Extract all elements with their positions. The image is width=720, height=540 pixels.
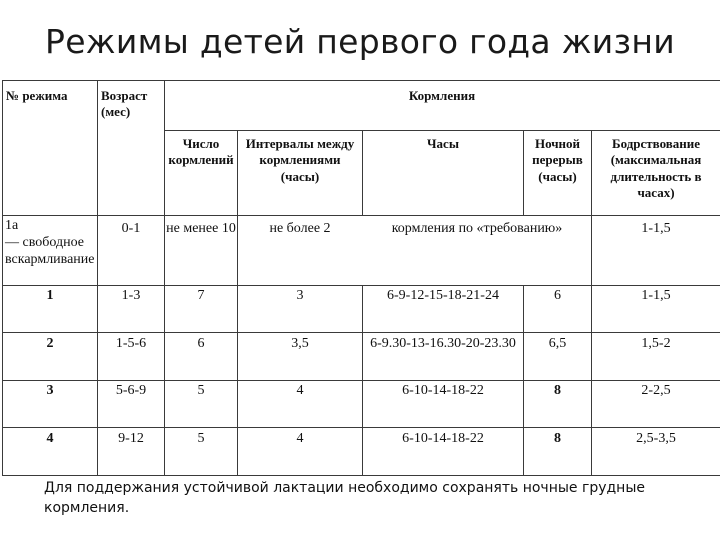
row-2-age: 1-5-6: [115, 336, 147, 351]
row-1a-wake: 1-1,5: [641, 221, 671, 236]
row-2-mode: 2: [46, 336, 54, 351]
row-1a-on-demand: кормления по «требованию»: [391, 221, 563, 236]
row-1-age: 1-3: [121, 288, 141, 303]
row-3-intervals: 4: [296, 383, 304, 398]
header-feeding: Кормления: [408, 88, 476, 103]
row-3-mode: 3: [46, 383, 54, 398]
row-1-count: 7: [197, 288, 205, 303]
row-4-count: 5: [197, 431, 205, 446]
header-wake: Бодрствование (максимальная длительность в часах): [610, 136, 702, 200]
row-4-hours: 6-10-14-18-22: [402, 431, 484, 446]
header-count: Число кормлений: [168, 136, 234, 168]
row-4-mode: 4: [46, 431, 54, 446]
row-1-night: 6: [554, 288, 561, 303]
row-2-hours: 6-9.30-13-16.30-20-23.30: [370, 336, 516, 351]
row-4-intervals: 4: [296, 431, 304, 446]
row-3-hours: 6-10-14-18-22: [402, 383, 484, 398]
row-2-night: 6,5: [548, 336, 567, 351]
row-1-hours: 6-9-12-15-18-21-24: [387, 288, 499, 303]
header-night: Ночной перерыв (часы): [532, 136, 583, 184]
header-age: Возраст (мес): [101, 88, 148, 120]
row-2-count: 6: [197, 336, 205, 351]
slide-title: Режимы детей первого года жизни: [45, 22, 675, 61]
header-hours: Часы: [427, 136, 459, 151]
row-4-age: 9-12: [118, 431, 144, 446]
row-2-wake: 1,5-2: [641, 336, 671, 351]
row-1-mode: 1: [46, 288, 54, 303]
row-1a-intervals: не более 2: [269, 221, 331, 236]
row-1a-mode: 1а — свободное вскармливание: [5, 218, 95, 267]
row-1a-count: не менее 10: [166, 221, 236, 236]
feeding-regime-table: [2, 80, 720, 476]
row-2-intervals: 3,5: [291, 336, 309, 351]
header-intervals: Интервалы между кормлениями (часы): [245, 136, 355, 184]
row-1-wake: 1-1,5: [641, 288, 671, 303]
row-3-count: 5: [197, 383, 205, 398]
row-1-intervals: 3: [296, 288, 304, 303]
row-4-wake: 2,5-3,5: [636, 431, 676, 446]
row-3-night: 8: [554, 383, 561, 398]
row-4-night: 8: [554, 431, 561, 446]
row-3-age: 5-6-9: [115, 383, 147, 398]
header-mode: № режима: [6, 88, 68, 103]
row-1a-age: 0-1: [121, 221, 141, 236]
row-3-wake: 2-2,5: [641, 383, 671, 398]
lactation-note: Для поддержания устойчивой лактации необходимо сохранять ночные грудные кормления.: [44, 480, 645, 516]
